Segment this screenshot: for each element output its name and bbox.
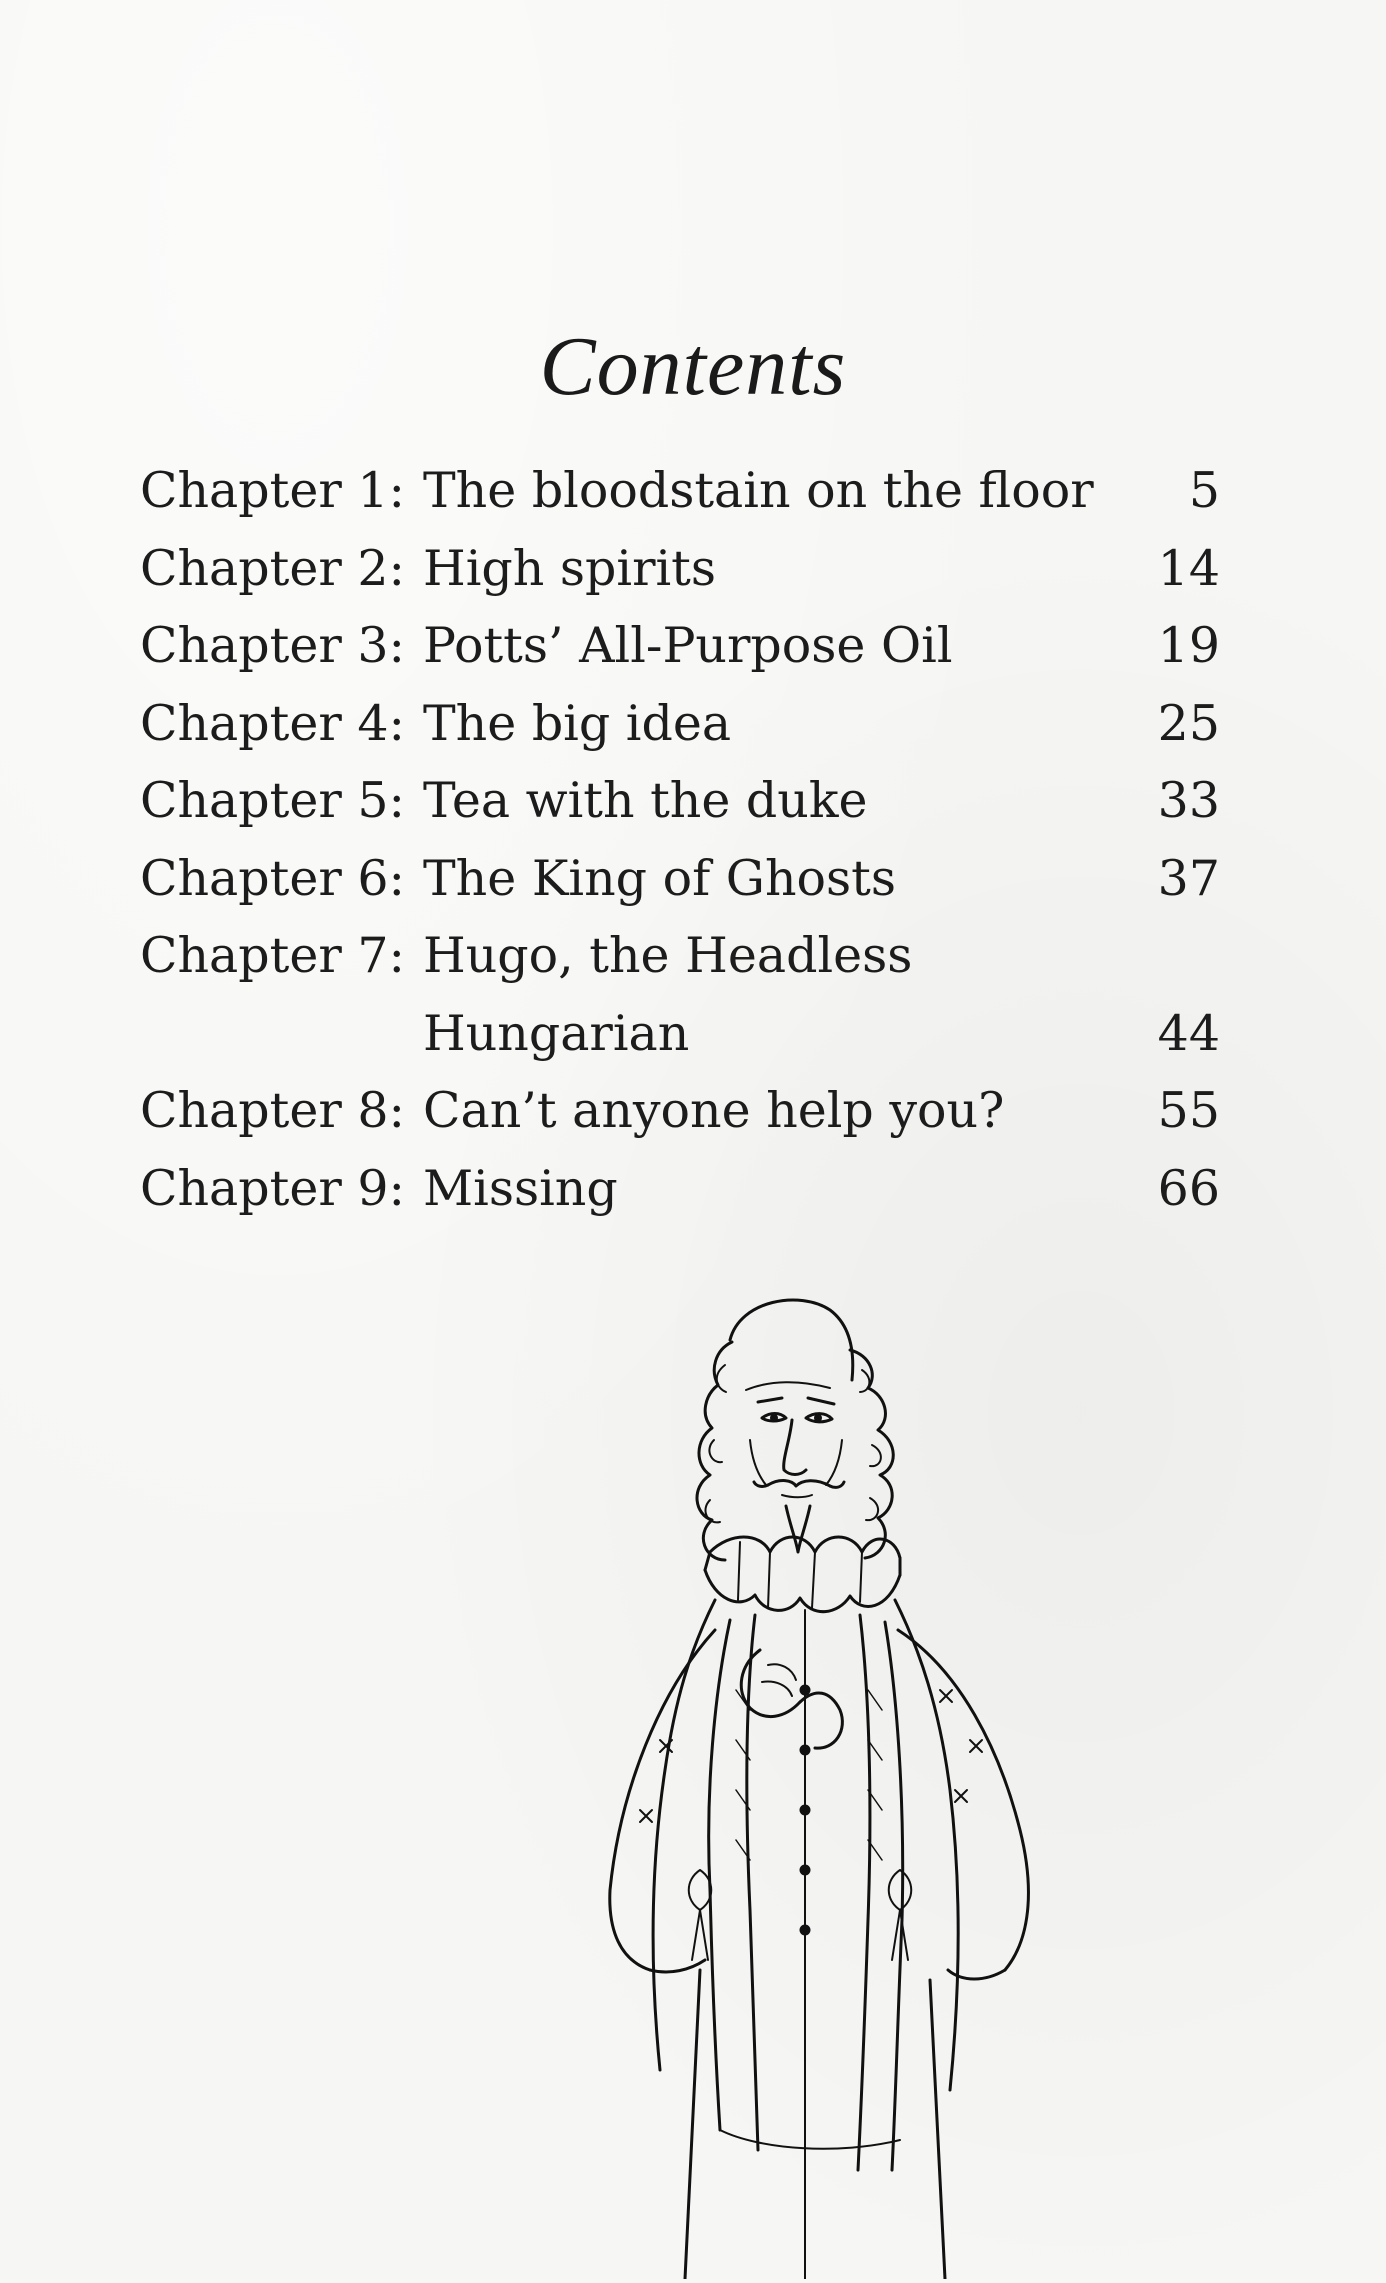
toc-entry (140, 452, 1220, 530)
toc-entry (140, 762, 1220, 840)
chapter-title: Tea with the duke (423, 772, 868, 829)
page-number: 33 (1157, 772, 1220, 829)
chapter-number: Chapter 4: (140, 694, 406, 752)
chapter-title: The King of Ghosts (423, 849, 896, 907)
toc-entry (140, 1150, 1220, 1228)
page-number: 55 (1157, 1082, 1220, 1139)
page-number: 37 (1157, 849, 1220, 907)
toc-entry (140, 1072, 1220, 1150)
page-number: 19 (1157, 617, 1220, 674)
table-of-contents (140, 452, 1220, 1227)
chapter-number: Chapter 9: (140, 1159, 406, 1217)
chapter-title: Can’t anyone help you? (423, 1082, 1005, 1139)
toc-entry-continuation (140, 995, 1220, 1073)
toc-entry (140, 607, 1220, 685)
page-number: 5 (1188, 462, 1220, 519)
chapter-title: The big idea (423, 694, 732, 752)
page-title: Contents (539, 320, 847, 413)
chapter-number: Chapter 3: (140, 617, 406, 674)
page-number: 44 (1157, 1004, 1220, 1062)
chapter-number: Chapter 6: (140, 849, 406, 907)
chapter-number: Chapter 1: (140, 462, 406, 519)
chapter-number: Chapter 5: (140, 772, 406, 829)
toc-entry (140, 530, 1220, 608)
toc-entry (140, 840, 1220, 918)
chapter-number: Chapter 2: (140, 539, 406, 597)
chapter-number: Chapter 8: (140, 1082, 406, 1139)
page-number: 25 (1157, 694, 1220, 752)
chapter-title: Potts’ All-Purpose Oil (423, 617, 953, 674)
chapter-title-continued: Hungarian (423, 1004, 690, 1062)
chapter-title: High spirits (423, 539, 717, 597)
toc-entry (140, 685, 1220, 763)
chapter-title: Missing (423, 1159, 618, 1217)
chapter-title: The bloodstain on the floor (423, 462, 1094, 519)
page-number: 66 (1157, 1159, 1220, 1217)
chapter-number: Chapter 7: (140, 927, 406, 984)
toc-entry (140, 917, 1220, 995)
page-number: 14 (1157, 539, 1220, 597)
chapter-title: Hugo, the Headless (423, 927, 913, 984)
ghost-nobleman-illustration (500, 1270, 1120, 2279)
